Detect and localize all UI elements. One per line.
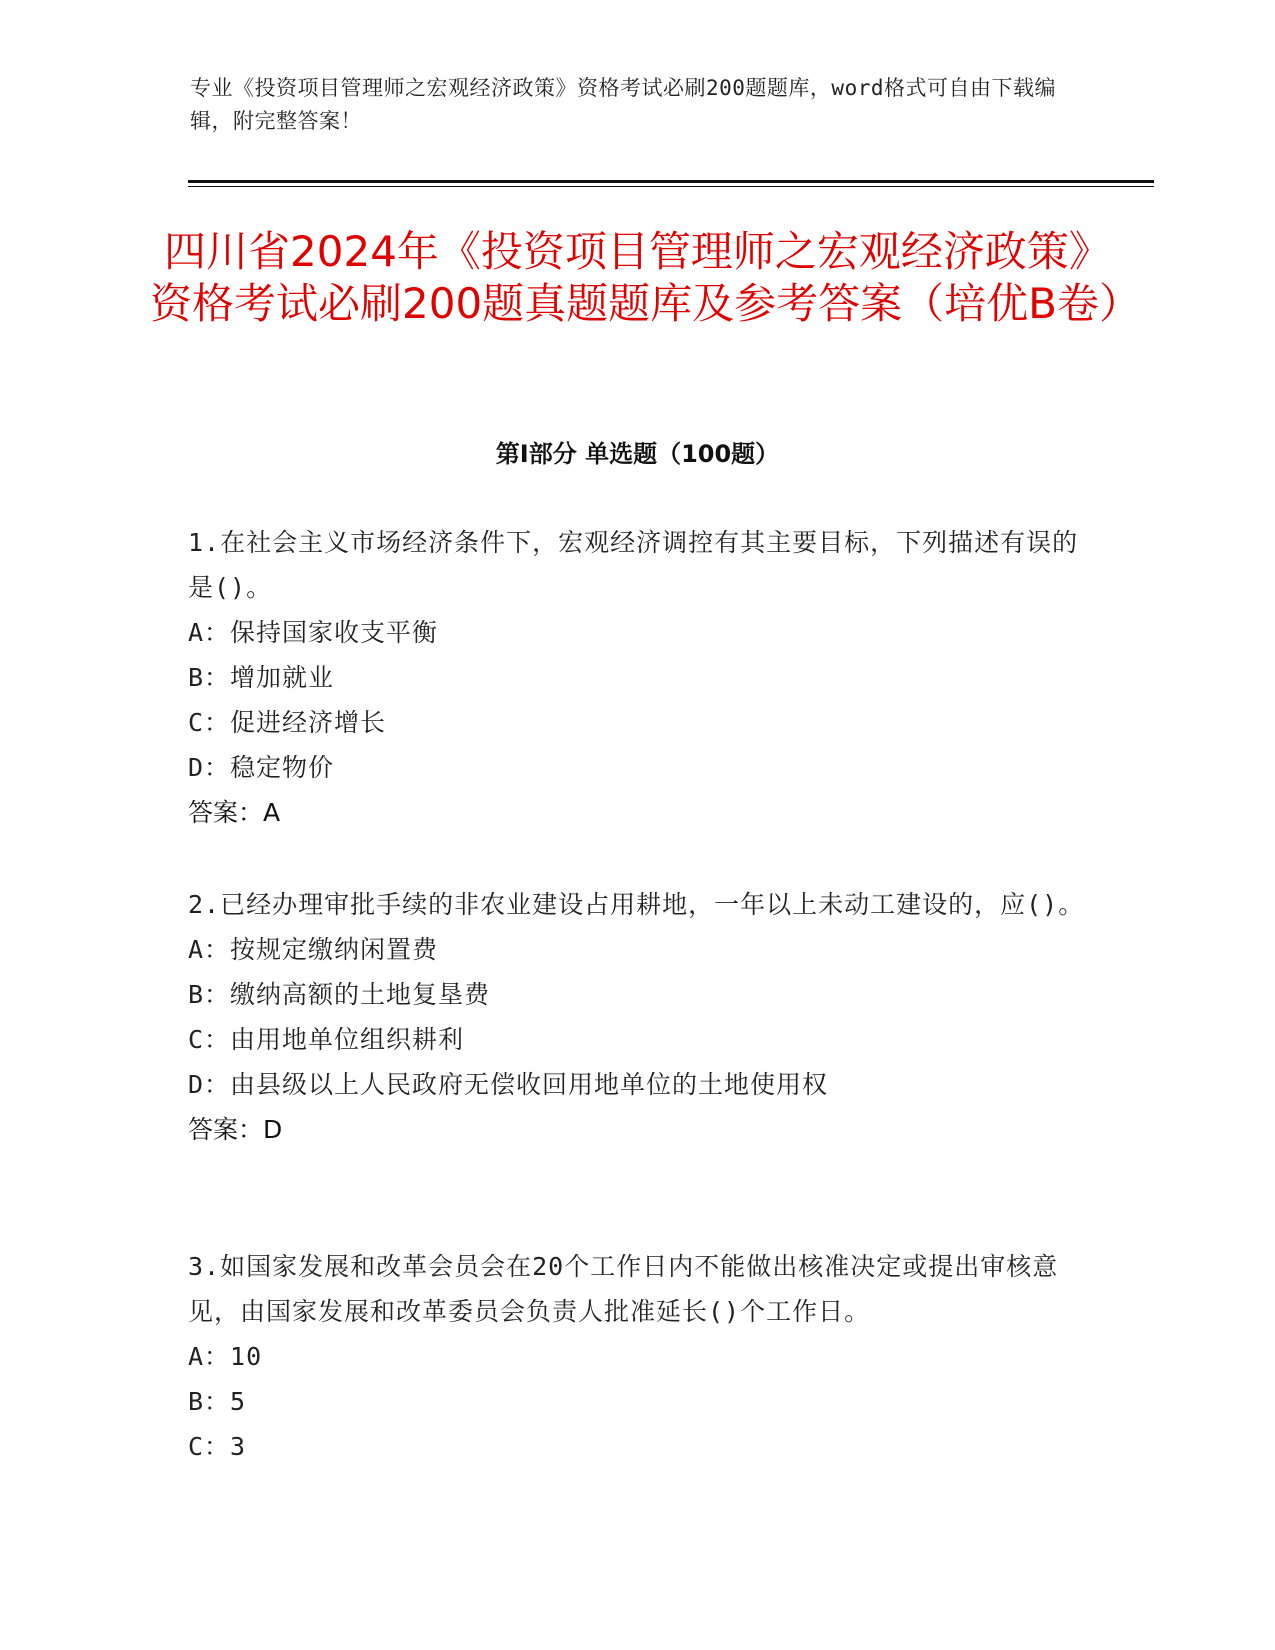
question-stem: 3.如国家发展和改革会员会在20个工作日内不能做出核准决定或提出审核意见，由国家发展和改革委员会负责人批准延长()个工作日。 (188, 1252, 1059, 1326)
option-d: D：由县级以上人民政府无偿收回用地单位的土地使用权 (188, 1070, 829, 1099)
option-d: D：稳定物价 (188, 753, 335, 782)
question-stem: 1.在社会主义市场经济条件下，宏观经济调控有其主要目标，下列描述有误的是()。 (188, 528, 1079, 602)
question-3 (188, 1244, 1088, 1469)
header-divider-thin (188, 186, 1154, 187)
option-a: A：10 (188, 1342, 263, 1371)
document-title: 四川省2024年《投资项目管理师之宏观经济政策》资格考试必刷200题真题题库及参考答案（培优B卷） (150, 227, 1141, 328)
question-stem: 2.已经办理审批手续的非农业建设占用耕地，一年以上未动工建设的，应()。 (188, 890, 1085, 919)
option-c: C：由用地单位组织耕利 (188, 1025, 465, 1054)
section-heading: 第Ⅰ部分 单选题（100题） (495, 440, 780, 468)
answer: 答案：D (188, 1115, 283, 1144)
option-b: B：5 (188, 1387, 247, 1416)
header-note: 专业《投资项目管理师之宏观经济政策》资格考试必刷200题题库，word格式可自由下载编辑，附完整答案！ (190, 76, 1056, 133)
option-c: C：促进经济增长 (188, 708, 387, 737)
option-b: B：缴纳高额的土地复垦费 (188, 980, 491, 1009)
question-2 (188, 882, 1088, 1153)
option-a: A：按规定缴纳闲置费 (188, 935, 439, 964)
option-c: C：3 (188, 1432, 247, 1461)
question-1 (188, 520, 1088, 836)
option-b: B：增加就业 (188, 663, 335, 692)
header-divider-thick (188, 180, 1154, 183)
option-a: A：保持国家收支平衡 (188, 618, 439, 647)
answer: 答案：A (188, 798, 281, 827)
